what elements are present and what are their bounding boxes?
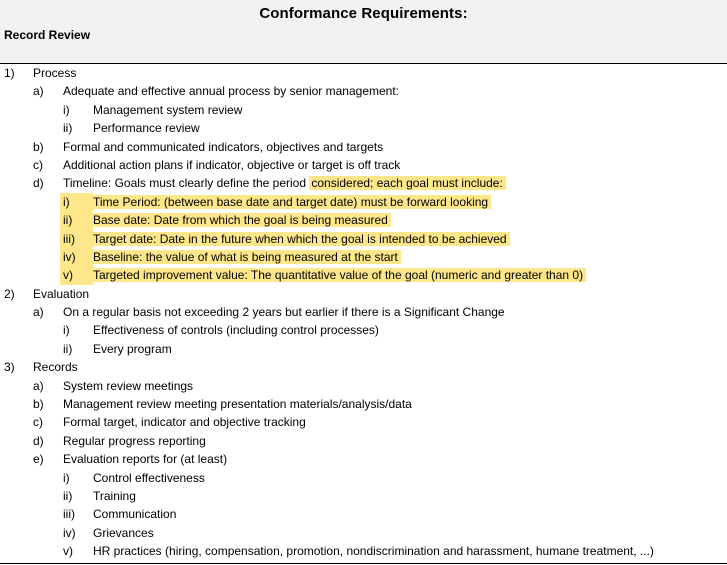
list-item-text [93, 505, 176, 523]
section-label: Record Review [4, 28, 91, 42]
list-item-text [93, 248, 401, 266]
item-text: Every program [93, 341, 172, 356]
list-marker: i) [63, 102, 70, 117]
item-text: On a regular basis not exceeding 2 years but earlier if there is a Significant Change [63, 305, 505, 320]
outline-item-level-2 [0, 413, 727, 431]
outline-item-level-1 [0, 285, 727, 303]
item-text: Evaluation [33, 286, 90, 301]
list-item-text [93, 211, 391, 229]
outline-item-level-3 [0, 193, 727, 211]
outline-item-level-2 [0, 432, 727, 450]
list-item-text [63, 413, 306, 431]
list-item-text [33, 64, 76, 82]
outline-item-level-2 [0, 138, 727, 156]
list-marker: i) [60, 193, 93, 211]
item-text: Additional action plans if indicator, objective or target is off track [63, 157, 401, 172]
list-item-text [93, 487, 136, 505]
list-item-text [93, 193, 491, 211]
item-text: HR practices (hiring, compensation, promotion, nondiscrimination and harassment, humane treatment, ...) [93, 544, 654, 559]
list-item-text [63, 377, 193, 395]
item-text: Communication [93, 507, 177, 522]
list-marker: ii) [63, 488, 73, 503]
outline-item-level-2 [0, 395, 727, 413]
page-title: Conformance Requirements: [259, 5, 468, 22]
outline-item-level-3 [0, 340, 727, 358]
item-text: Grievances [93, 525, 154, 540]
outline-item-level-3 [0, 321, 727, 339]
outline-item-level-3 [0, 211, 727, 229]
list-item-text [63, 174, 506, 192]
outline-item-level-2 [0, 377, 727, 395]
outline-item-level-1 [0, 64, 727, 82]
item-text: Effectiveness of controls (including control processes) [93, 323, 379, 338]
list-marker: 3) [4, 360, 15, 375]
list-item-text [63, 82, 399, 100]
list-item-text [93, 101, 242, 119]
outline-item-level-3 [0, 542, 727, 560]
item-text: Timeline: Goals must clearly define the period [63, 176, 310, 191]
item-text: Formal target, indicator and objective tracking [63, 415, 306, 430]
outline-item-level-3 [0, 524, 727, 542]
list-marker: e) [33, 452, 44, 467]
item-text: Process [33, 66, 77, 80]
item-text: Evaluation reports for (at least) [63, 452, 228, 467]
list-marker: 2) [4, 286, 15, 301]
list-item-text [33, 358, 78, 376]
item-text: Management review meeting presentation materials/analysis/data [63, 397, 412, 412]
list-item-text [63, 303, 505, 321]
list-marker: d) [33, 176, 44, 191]
list-item-text [93, 469, 205, 487]
item-text: Regular progress reporting [63, 433, 206, 448]
list-item-text [63, 450, 227, 468]
item-text: Base date: Date from which the goal is being measured [91, 213, 391, 227]
list-item-text [93, 524, 154, 542]
list-item-text [93, 321, 379, 339]
item-text: Training [93, 488, 136, 503]
outline-item-level-2 [0, 156, 727, 174]
outline-item-level-3 [0, 266, 727, 284]
outline-item-level-3 [0, 469, 727, 487]
list-marker: i) [63, 323, 70, 338]
item-text: Target date: Date in the future when which the goal is intended to be achieved [91, 232, 510, 246]
list-marker: 1) [4, 66, 15, 80]
item-text: Performance review [93, 121, 200, 136]
list-marker: c) [33, 415, 43, 430]
list-marker: i) [63, 470, 70, 485]
list-item-text [63, 138, 383, 156]
list-marker: iii) [63, 507, 75, 522]
outline-item-level-2 [0, 303, 727, 321]
item-text: Records [33, 360, 78, 375]
item-text: Adequate and effective annual process by senior management: [63, 84, 399, 99]
item-text: Formal and communicated indicators, objectives and targets [63, 139, 384, 154]
item-text: Control effectiveness [93, 470, 205, 485]
list-marker: a) [33, 378, 44, 393]
item-text: Management system review [93, 102, 243, 117]
list-marker: v) [60, 266, 93, 284]
requirements-outline [0, 64, 727, 561]
outline-item-level-3 [0, 101, 727, 119]
list-marker: c) [33, 157, 43, 172]
outline-item-level-3 [0, 505, 727, 523]
list-marker: ii) [60, 211, 93, 229]
list-marker: b) [33, 397, 44, 412]
outline-item-level-3 [0, 230, 727, 248]
list-marker: a) [33, 305, 44, 320]
outline-item-level-1 [0, 358, 727, 376]
list-marker: v) [63, 544, 73, 559]
item-text: Baseline: the value of what is being measured at the start [91, 250, 401, 264]
list-item-text [93, 340, 172, 358]
outline-item-level-2 [0, 450, 727, 468]
list-item-text [63, 395, 412, 413]
list-marker: b) [33, 139, 44, 154]
outline-item-level-3 [0, 119, 727, 137]
list-item-text [93, 542, 654, 560]
list-item-text [63, 432, 206, 450]
list-item-text [63, 156, 400, 174]
list-marker: iv) [63, 525, 76, 540]
list-marker: ii) [63, 341, 73, 356]
highlighted-text: considered; each goal must include: [309, 176, 505, 190]
item-text: Targeted improvement value: The quantitative value of the goal (numeric and greater than 0) [91, 268, 586, 282]
item-text: System review meetings [63, 378, 194, 393]
list-marker: d) [33, 433, 44, 448]
list-item-text [93, 119, 200, 137]
list-marker: a) [33, 84, 44, 99]
list-marker: ii) [63, 121, 73, 136]
list-marker: iv) [60, 248, 93, 266]
list-item-text [93, 266, 586, 284]
list-item-text [33, 285, 89, 303]
outline-item-level-3 [0, 248, 727, 266]
bottom-divider [0, 563, 727, 564]
item-text: Time Period: (between base date and target date) must be forward looking [91, 195, 491, 209]
outline-item-level-3 [0, 487, 727, 505]
list-item-text [93, 230, 510, 248]
outline-item-level-2 [0, 82, 727, 100]
list-marker: iii) [60, 230, 93, 248]
outline-item-level-2 [0, 174, 727, 192]
